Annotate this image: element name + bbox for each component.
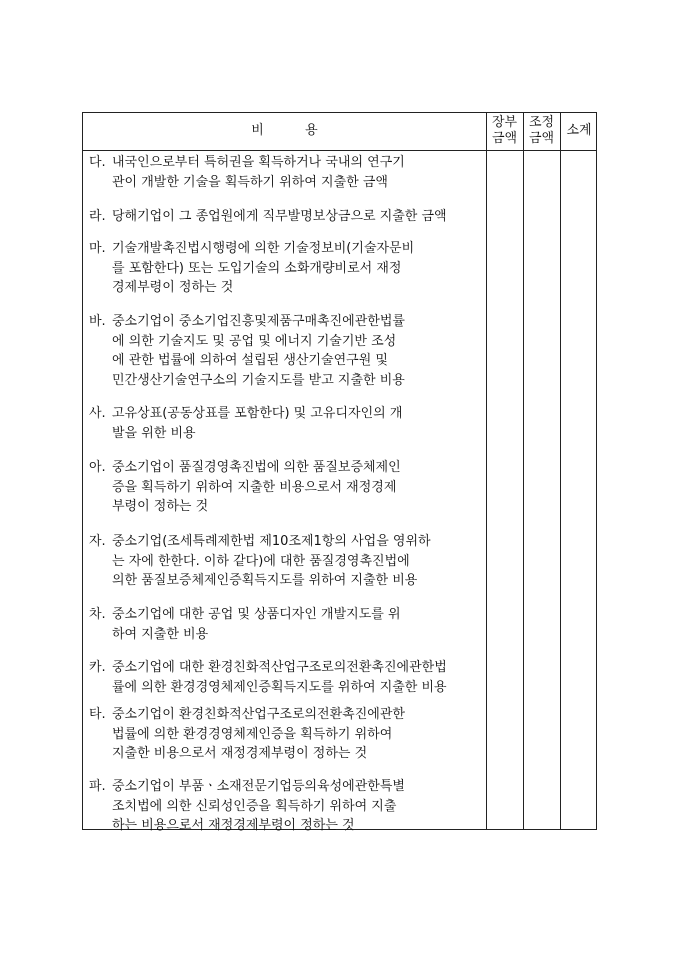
expense-item [89,658,487,697]
expense-item [89,605,487,644]
item-text: 중소기업이 중소기업진흥및제품구매촉진에관한법률 [112,314,405,329]
item-text: 하는 비용으로서 재정경제부령이 정하는 것 [112,818,355,833]
item-text: 기술개발촉진법시행령에 의한 기술정보비(기술자문비 [112,241,415,256]
item-mark: 마. [89,241,106,256]
item-mark: 사. [89,406,106,421]
expense-item [89,404,487,443]
expense-item [89,312,487,390]
header-adjusted-amount [523,115,560,147]
item-text: 관이 개발한 기술을 획득하기 위하여 지출한 금액 [112,174,388,190]
item-text: 법률에 의한 환경경영체제인증을 획득하기 위하여 [112,726,393,742]
item-mark: 카. [89,660,106,675]
item-mark: 바. [89,314,106,329]
expense-item [89,207,487,227]
item-text: 조치법에 의한 신뢰성인증을 획득하기 위하여 지출 [112,798,397,814]
item-text: 중소기업에 대한 환경친화적산업구조로의전환촉진에관한법 [112,660,447,675]
item-text: 는 자에 한한다. 이하 같다)에 대한 품질경영촉진법에 [112,553,410,569]
item-text: 중소기업에 대한 공업 및 상품디자인 개발지도를 위 [112,607,401,622]
item-mark: 자. [89,534,106,549]
expense-item [89,777,487,836]
header-ledger-amount [486,115,523,147]
header-divider [83,150,596,151]
item-text: 하여 지출한 비용 [112,626,209,642]
expense-item [89,532,487,591]
item-text: 중소기업(조세특례제한법 제10조제1항의 사업을 영위하 [112,534,431,549]
item-text: 경제부령이 정하는 것 [112,280,234,295]
item-text: 에 의한 기술지도 및 공업 및 에너지 기술기반 조성 [112,333,397,349]
column-divider [523,113,524,829]
item-text: 증을 획득하기 위하여 지출한 비용으로서 재정경제 [112,479,397,495]
expense-item [89,705,487,764]
item-text: 지출한 비용으로서 재정경제부령이 정하는 것 [112,746,368,761]
header-adjust-line1: 조정 [528,115,555,130]
item-mark: 파. [89,779,106,794]
expense-table [82,112,597,833]
item-mark: 차. [89,607,106,622]
item-mark: 타. [89,707,106,722]
item-text: 고유상표(공동상표를 포함한다) 및 고유디자인의 개 [112,406,403,421]
item-text: 의한 품질보증체제인증획득지도를 위하여 지출한 비용 [112,573,418,588]
expense-item [89,239,487,298]
item-text: 중소기업이 부품ㆍ소재전문기업등의육성에관한특별 [112,779,405,794]
item-text: 발을 위한 비용 [112,425,196,441]
item-text: 를 포함한다) 또는 도입기술의 소화개량비로서 재정 [112,260,402,276]
expense-item [89,153,487,192]
item-text: 률에 의한 환경경영체제인증획득지도를 위하여 지출한 비용 [112,679,447,695]
item-mark: 라. [89,209,106,224]
header-adjust-line2: 금액 [528,131,555,146]
header-ledger-line2: 금액 [491,131,518,146]
item-text: 중소기업이 품질경영촉진법에 의한 품질보증체제인 [112,460,401,475]
item-text: 내국인으로부터 특허권을 획득하거나 국내의 연구기 [112,155,405,170]
column-divider [560,113,561,829]
header-cost: 비 용 [251,123,318,138]
item-mark: 다. [89,155,106,170]
header-subtotal: 소계 [566,123,592,138]
header-ledger-line1: 장부 [491,115,518,130]
item-text: 당해기업이 그 종업원에게 직무발명보상금으로 지출한 금액 [112,209,447,224]
item-text: 에 관한 법률에 의하여 설립된 생산기술연구원 및 [112,353,388,368]
item-mark: 아. [89,460,106,475]
item-text: 민간생산기술연구소의 기술지도를 받고 지출한 비용 [112,372,405,388]
expense-item [89,458,487,517]
item-text: 중소기업이 환경친화적산업구조로의전환촉진에관한 [112,707,405,722]
item-text: 부령이 정하는 것 [112,499,209,514]
